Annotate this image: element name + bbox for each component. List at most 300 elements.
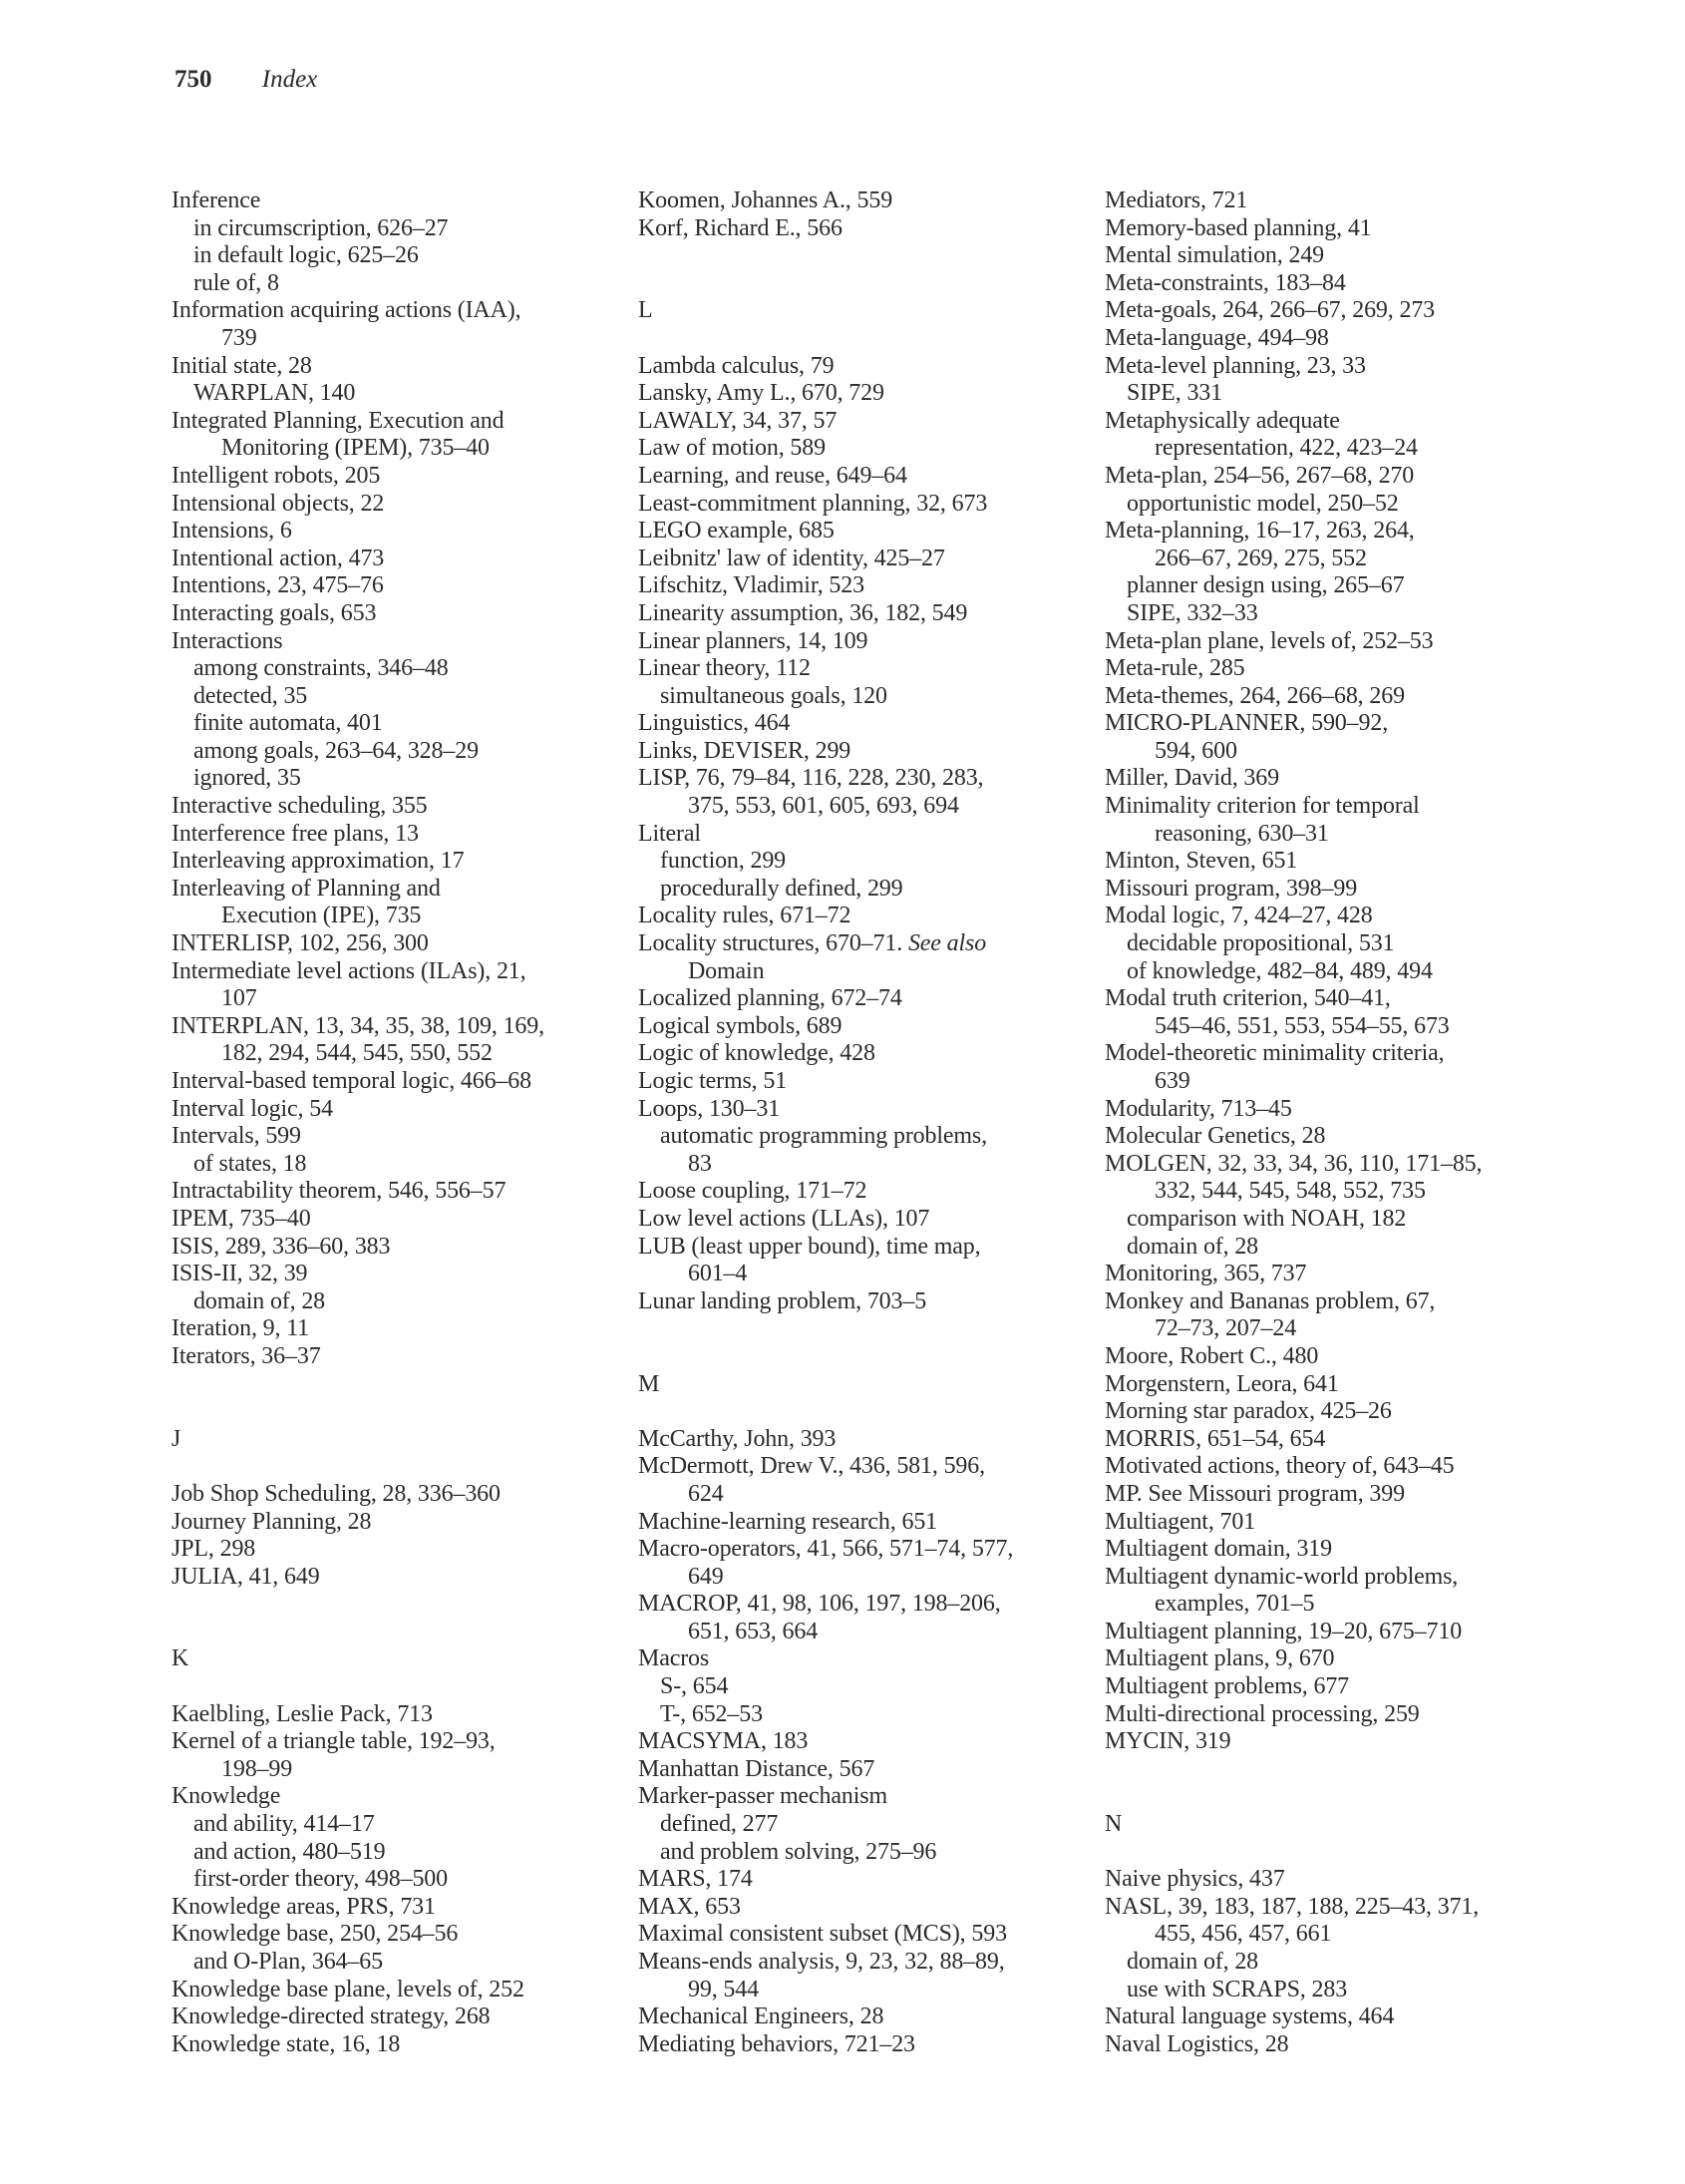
index-subentry <box>171 242 615 270</box>
index-entry <box>1105 628 1593 656</box>
entry-text: Meta-themes, 264, 266–68, 269 <box>1105 682 1405 709</box>
index-entry <box>171 1234 615 1262</box>
entry-text: Meta-plan plane, levels of, 252–53 <box>1105 627 1434 654</box>
entry-text: 99, 544 <box>688 1976 759 2002</box>
index-entry <box>171 1013 615 1041</box>
index-entry-continuation <box>638 958 1082 986</box>
index-entry <box>638 2003 1082 2031</box>
index-entry <box>638 1068 1082 1096</box>
index-entry-continuation <box>638 1619 1082 1646</box>
entry-text: Execution (IPE), 735 <box>221 903 422 929</box>
entry-text: Multiagent plans, 9, 670 <box>1105 1645 1335 1672</box>
entry-text: 601–4 <box>688 1261 748 1287</box>
section-letter-heading: K <box>171 1645 189 1672</box>
index-entry <box>1105 1123 1593 1151</box>
entry-text: 198–99 <box>221 1755 293 1782</box>
entry-text: Job Shop Scheduling, 28, 336–360 <box>171 1480 501 1507</box>
entry-text: WARPLAN, 140 <box>193 380 356 407</box>
index-entry <box>171 1343 615 1371</box>
entry-text: T-, 652–53 <box>660 1700 763 1727</box>
entry-text: Naive physics, 437 <box>1105 1866 1285 1893</box>
entry-text: representation, 422, 423–24 <box>1155 435 1418 462</box>
index-entry <box>1105 1701 1593 1729</box>
index-entry <box>1105 1894 1593 1922</box>
entry-text: Intensional objects, 22 <box>171 490 385 517</box>
index-subentry <box>1105 572 1593 600</box>
index-entry <box>638 1645 1082 1673</box>
entry-text: Links, DEVISER, 299 <box>638 737 851 764</box>
index-subentry <box>638 1811 1082 1839</box>
entry-text: Intentional action, 473 <box>171 545 385 571</box>
entry-text: Loose coupling, 171–72 <box>638 1178 867 1205</box>
entry-text: Molecular Genetics, 28 <box>1105 1123 1326 1150</box>
index-entry <box>638 1178 1082 1206</box>
index-entry <box>1105 1509 1593 1537</box>
index-entry <box>638 985 1082 1013</box>
entry-text: Information acquiring actions (IAA), <box>171 297 521 324</box>
entry-text: INTERLISP, 102, 256, 300 <box>171 930 429 957</box>
index-entry <box>171 1481 615 1509</box>
entry-text: Minton, Steven, 651 <box>1105 848 1298 875</box>
index-entry <box>1105 1426 1593 1454</box>
entry-text: Intervals, 599 <box>171 1123 301 1150</box>
entry-text: Literal <box>638 820 701 847</box>
entry-text: Knowledge areas, PRS, 731 <box>171 1893 436 1920</box>
index-entry <box>171 821 615 849</box>
index-subentry <box>638 1701 1082 1729</box>
entry-text: MICRO-PLANNER, 590–92, <box>1105 710 1389 737</box>
entry-text: Model-theoretic minimality criteria, <box>1105 1040 1445 1067</box>
index-subentry <box>171 270 615 298</box>
entry-text: Logic of knowledge, 428 <box>638 1040 875 1067</box>
entry-text: first-order theory, 498–500 <box>193 1866 448 1893</box>
index-entry <box>1105 1151 1593 1179</box>
entry-text: MAX, 653 <box>638 1893 741 1920</box>
index-entry <box>171 1536 615 1564</box>
section-letter-heading: M <box>638 1370 660 1397</box>
index-subentry <box>1105 958 1593 986</box>
entry-text: Multiagent problems, 677 <box>1105 1673 1350 1700</box>
index-entry <box>1105 1536 1593 1564</box>
index-entry <box>171 546 615 573</box>
index-entry <box>1105 1343 1593 1371</box>
entry-text: Naval Logistics, 28 <box>1105 2030 1289 2057</box>
index-entry <box>1105 1398 1593 1426</box>
entry-text: Meta-plan, 254–56, 267–68, 270 <box>1105 462 1415 489</box>
entry-text: Monkey and Bananas problem, 67, <box>1105 1287 1436 1314</box>
index-entry <box>1105 1453 1593 1481</box>
index-entry-continuation <box>638 793 1082 821</box>
entry-text: Marker-passer mechanism <box>638 1783 887 1810</box>
index-entry <box>171 491 615 519</box>
entry-text: and problem solving, 275–96 <box>660 1838 937 1865</box>
entry-text: 332, 544, 545, 548, 552, 735 <box>1155 1178 1426 1205</box>
entry-text: Multiagent domain, 319 <box>1105 1536 1333 1563</box>
entry-text: 83 <box>688 1150 712 1177</box>
index-subentry <box>171 1866 615 1894</box>
entry-text: Multiagent planning, 19–20, 675–710 <box>1105 1618 1463 1644</box>
index-entry <box>171 408 615 436</box>
page-number: 750 <box>174 66 212 93</box>
index-subentry <box>638 683 1082 711</box>
entry-text: in default logic, 625–26 <box>193 242 419 269</box>
index-entry <box>171 1894 615 1922</box>
entry-text: Monitoring, 365, 737 <box>1105 1261 1307 1287</box>
index-entry-continuation <box>171 325 615 353</box>
entry-text: comparison with NOAH, 182 <box>1127 1205 1407 1232</box>
entry-text: 72–73, 207–24 <box>1155 1315 1297 1342</box>
entry-text: NASL, 39, 183, 187, 188, 225–43, 371, <box>1105 1893 1480 1920</box>
entry-text: Multiagent, 701 <box>1105 1508 1256 1535</box>
entry-text: Morning star paradox, 425–26 <box>1105 1398 1392 1425</box>
entry-text: McDermott, Drew V., 436, 581, 596, <box>638 1453 985 1480</box>
section-letter-heading: J <box>171 1425 181 1452</box>
entry-text: Knowledge-directed strategy, 268 <box>171 2003 491 2030</box>
index-entry <box>1105 1481 1593 1509</box>
index-entry-continuation <box>638 1977 1082 2004</box>
index-subentry <box>171 655 615 683</box>
index-entry <box>1105 1619 1593 1646</box>
index-subentry <box>1105 1949 1593 1977</box>
index-entry <box>638 930 1082 958</box>
entry-text: Loops, 130–31 <box>638 1095 781 1122</box>
entry-text: ISIS-II, 32, 39 <box>171 1261 308 1287</box>
entry-text: McCarthy, John, 393 <box>638 1425 837 1452</box>
index-entry-continuation <box>171 903 615 930</box>
entry-text: 594, 600 <box>1155 737 1237 764</box>
index-entry <box>638 491 1082 519</box>
index-entry <box>638 1040 1082 1068</box>
index-entry-continuation <box>1105 821 1593 849</box>
entry-text: SIPE, 331 <box>1127 380 1222 407</box>
index-subentry <box>1105 600 1593 628</box>
entry-text: 266–67, 269, 275, 552 <box>1155 545 1367 571</box>
index-entry <box>1105 1728 1593 1756</box>
index-entry <box>1105 1645 1593 1673</box>
entry-text: Interactions <box>171 627 283 654</box>
index-entry-continuation <box>171 435 615 463</box>
index-entry <box>171 600 615 628</box>
index-entry <box>638 1894 1082 1922</box>
index-entry-continuation <box>638 1151 1082 1179</box>
index-entry <box>638 546 1082 573</box>
entry-text: domain of, 28 <box>1127 1233 1259 1260</box>
entry-text: Modal logic, 7, 424–27, 428 <box>1105 903 1373 929</box>
index-entry <box>638 572 1082 600</box>
entry-text: and ability, 414–17 <box>193 1811 375 1838</box>
index-subentry <box>1105 1206 1593 1234</box>
index-column-2 <box>638 187 1082 2058</box>
entry-text: Lambda calculus, 79 <box>638 352 835 379</box>
entry-text: Multi-directional processing, 259 <box>1105 1700 1420 1727</box>
entry-text: LAWALY, 34, 37, 57 <box>638 407 838 434</box>
index-entry <box>171 1261 615 1288</box>
entry-text: Macro-operators, 41, 566, 571–74, 577, <box>638 1536 1014 1563</box>
index-entry <box>171 1206 615 1234</box>
index-entry <box>171 793 615 821</box>
index-entry <box>1105 215 1593 243</box>
entry-text: Interacting goals, 653 <box>171 599 377 626</box>
entry-text: function, 299 <box>660 848 787 875</box>
index-entry <box>638 435 1082 463</box>
index-entry-continuation <box>1105 738 1593 766</box>
index-entry <box>1105 876 1593 904</box>
index-subentry <box>171 1151 615 1179</box>
index-entry <box>638 1509 1082 1537</box>
index-subentry <box>171 215 615 243</box>
entry-text: Meta-rule, 285 <box>1105 655 1245 682</box>
index-entry <box>1105 765 1593 793</box>
index-entry <box>638 215 1082 243</box>
entry-text: simultaneous goals, 120 <box>660 682 887 709</box>
index-entry <box>638 1866 1082 1894</box>
entry-text: IPEM, 735–40 <box>171 1205 311 1232</box>
index-entry <box>1105 408 1593 436</box>
entry-text: Moore, Robert C., 480 <box>1105 1342 1319 1369</box>
entry-text: Kernel of a triangle table, 192–93, <box>171 1728 496 1755</box>
index-entry <box>638 408 1082 436</box>
entry-text: 375, 553, 601, 605, 693, 694 <box>688 793 959 820</box>
index-subentry <box>638 1673 1082 1701</box>
index-entry <box>1105 985 1593 1013</box>
index-entry-continuation <box>1105 435 1593 463</box>
index-subentry <box>171 380 615 408</box>
entry-text: reasoning, 630–31 <box>1155 820 1329 847</box>
entry-text: finite automata, 401 <box>193 710 383 737</box>
entry-text: Lunar landing problem, 703–5 <box>638 1287 927 1314</box>
index-entry-continuation <box>171 1756 615 1784</box>
entry-text: MACROP, 41, 98, 106, 197, 198–206, <box>638 1591 1001 1618</box>
entry-text: Motivated actions, theory of, 643–45 <box>1105 1453 1455 1480</box>
index-entry <box>1105 1564 1593 1592</box>
index-entry-continuation <box>1105 1068 1593 1096</box>
entry-text: Knowledge base, 250, 254–56 <box>171 1921 459 1948</box>
index-subentry <box>1105 491 1593 519</box>
entry-text: and O-Plan, 364–65 <box>193 1949 383 1975</box>
entry-text: 545–46, 551, 553, 554–55, 673 <box>1155 1012 1450 1039</box>
entry-text: planner design using, 265–67 <box>1127 572 1405 599</box>
entry-text: Intelligent robots, 205 <box>171 462 381 489</box>
entry-text: Mechanical Engineers, 28 <box>638 2003 884 2030</box>
index-entry-continuation <box>1105 1921 1593 1949</box>
entry-text: INTERPLAN, 13, 34, 35, 38, 109, 169, <box>171 1012 544 1039</box>
entry-text: examples, 701–5 <box>1155 1591 1315 1618</box>
entry-text: Maximal consistent subset (MCS), 593 <box>638 1921 1007 1948</box>
entry-text: Logic terms, 51 <box>638 1068 788 1094</box>
entry-text: Linguistics, 464 <box>638 710 791 737</box>
index-entry <box>1105 683 1593 711</box>
index-entry <box>1105 2003 1593 2031</box>
index-entry <box>638 628 1082 656</box>
index-subentry <box>171 1949 615 1977</box>
entry-text: Learning, and reuse, 649–64 <box>638 462 907 489</box>
entry-text: Memory-based planning, 41 <box>1105 214 1372 241</box>
entry-text: Intermediate level actions (ILAs), 21, <box>171 957 526 984</box>
index-entry-continuation <box>1105 1591 1593 1619</box>
entry-text: Least-commitment planning, 32, 673 <box>638 490 988 517</box>
index-entry-continuation <box>638 1261 1082 1288</box>
entry-text: MARS, 174 <box>638 1866 753 1893</box>
entry-text: Kaelbling, Leslie Pack, 713 <box>171 1700 433 1727</box>
entry-text: Law of motion, 589 <box>638 435 826 462</box>
entry-text: MP. See Missouri program, 399 <box>1105 1480 1405 1507</box>
entry-text: Modularity, 713–45 <box>1105 1095 1292 1122</box>
index-entry <box>638 1756 1082 1784</box>
index-entry-continuation <box>638 1481 1082 1509</box>
index-entry <box>638 380 1082 408</box>
index-entry <box>1105 187 1593 215</box>
running-title: Index <box>261 66 318 93</box>
index-subentry <box>171 1288 615 1316</box>
see-also-reference: See also <box>907 930 987 957</box>
index-entry <box>638 1096 1082 1124</box>
entry-text: Knowledge base plane, levels of, 252 <box>171 1976 524 2002</box>
entry-text: Mediating behaviors, 721–23 <box>638 2030 915 2057</box>
entry-text: Macros <box>638 1645 710 1672</box>
index-entry <box>171 1315 615 1343</box>
index-entry <box>1105 655 1593 683</box>
entry-text: LEGO example, 685 <box>638 518 835 545</box>
entry-text: in circumscription, 626–27 <box>193 214 449 241</box>
index-subentry <box>1105 930 1593 958</box>
index-entry <box>1105 793 1593 821</box>
index-column-1 <box>171 187 615 2058</box>
index-entry-continuation <box>1105 1178 1593 1206</box>
index-entry <box>638 1288 1082 1316</box>
entry-text: Koomen, Johannes A., 559 <box>638 187 893 213</box>
entry-text: automatic programming problems, <box>660 1123 987 1150</box>
index-entry <box>1105 1040 1593 1068</box>
index-subentry <box>1105 1977 1593 2004</box>
entry-text: Iteration, 9, 11 <box>171 1315 310 1342</box>
index-entry <box>171 1123 615 1151</box>
index-entry <box>638 353 1082 381</box>
index-entry <box>1105 242 1593 270</box>
entry-text: Modal truth criterion, 540–41, <box>1105 985 1391 1012</box>
index-entry <box>1105 1371 1593 1399</box>
section-letter-heading: L <box>638 297 653 324</box>
index-entry <box>171 572 615 600</box>
index-subentry <box>1105 380 1593 408</box>
entry-text: Iterators, 36–37 <box>171 1342 321 1369</box>
index-entry <box>1105 1673 1593 1701</box>
entry-text: 107 <box>221 985 257 1012</box>
index-entry <box>638 1536 1082 1564</box>
entry-text: Missouri program, 398–99 <box>1105 875 1358 902</box>
index-entry <box>171 958 615 986</box>
index-entry <box>1105 1866 1593 1894</box>
entry-text: detected, 35 <box>193 682 308 709</box>
entry-text: MACSYMA, 183 <box>638 1728 809 1755</box>
entry-text: Leibnitz' law of identity, 425–27 <box>638 545 945 571</box>
index-entry <box>638 1728 1082 1756</box>
entry-text: MORRIS, 651–54, 654 <box>1105 1425 1326 1452</box>
index-entry-continuation <box>638 1564 1082 1592</box>
index-subentry <box>638 1839 1082 1867</box>
index-subentry <box>638 1123 1082 1151</box>
index-entry <box>1105 353 1593 381</box>
index-entry <box>638 600 1082 628</box>
index-entry <box>171 187 615 215</box>
index-entry <box>638 765 1082 793</box>
index-entry <box>638 655 1082 683</box>
entry-text: Journey Planning, 28 <box>171 1508 372 1535</box>
index-entry <box>1105 1261 1593 1288</box>
index-entry <box>171 2003 615 2031</box>
index-entry <box>171 518 615 546</box>
entry-text: S-, 654 <box>660 1673 729 1700</box>
entry-text: Meta-goals, 264, 266–67, 269, 273 <box>1105 297 1436 324</box>
index-entry <box>171 1509 615 1537</box>
section-letter-heading: N <box>1105 1811 1123 1838</box>
index-entry-continuation <box>1105 1013 1593 1041</box>
index-entry <box>638 903 1082 930</box>
entry-text: JPL, 298 <box>171 1536 256 1563</box>
entry-text: ISIS, 289, 336–60, 383 <box>171 1233 391 1260</box>
entry-text: Lifschitz, Vladimir, 523 <box>638 572 864 599</box>
entry-text: Knowledge <box>171 1783 281 1810</box>
entry-text: Locality structures, 670–71. <box>638 930 903 957</box>
index-entry <box>1105 518 1593 546</box>
index-entry <box>638 1426 1082 1454</box>
entry-text: Manhattan Distance, 567 <box>638 1755 875 1782</box>
entry-text: 739 <box>221 324 257 351</box>
index-entry-continuation <box>171 985 615 1013</box>
index-entry <box>1105 463 1593 491</box>
index-entry <box>171 297 615 325</box>
index-entry <box>171 1977 615 2004</box>
entry-text: Korf, Richard E., 566 <box>638 214 842 241</box>
entry-text: LUB (least upper bound), time map, <box>638 1233 981 1260</box>
entry-text: LISP, 76, 79–84, 116, 228, 230, 283, <box>638 765 984 792</box>
entry-text: SIPE, 332–33 <box>1127 599 1258 626</box>
entry-text: Interval-based temporal logic, 466–68 <box>171 1068 532 1094</box>
index-subentry <box>171 765 615 793</box>
index-entry <box>638 1591 1082 1619</box>
entry-text: Localized planning, 672–74 <box>638 985 902 1012</box>
entry-text: MOLGEN, 32, 33, 34, 36, 110, 171–85, <box>1105 1150 1483 1177</box>
index-subentry <box>171 1811 615 1839</box>
entry-text: opportunistic model, 250–52 <box>1127 490 1399 517</box>
entry-text: of knowledge, 482–84, 489, 494 <box>1127 957 1433 984</box>
index-entry <box>1105 2031 1593 2059</box>
entry-text: Mental simulation, 249 <box>1105 242 1325 269</box>
index-entry <box>171 848 615 876</box>
index-entry-continuation <box>171 1040 615 1068</box>
entry-text: Interleaving of Planning and <box>171 875 441 902</box>
index-entry <box>171 2031 615 2059</box>
entry-text: among constraints, 346–48 <box>193 655 449 682</box>
index-entry <box>638 1206 1082 1234</box>
entry-text: of states, 18 <box>193 1150 307 1177</box>
entry-text: domain of, 28 <box>193 1287 326 1314</box>
index-subentry <box>171 1839 615 1867</box>
index-entry <box>171 1701 615 1729</box>
index-entry <box>1105 1096 1593 1124</box>
entry-text: Inference <box>171 187 261 213</box>
index-entry <box>171 1068 615 1096</box>
entry-text: domain of, 28 <box>1127 1949 1259 1975</box>
index-entry <box>638 1234 1082 1262</box>
index-subentry <box>1105 1234 1593 1262</box>
entry-text: 651, 653, 664 <box>688 1618 819 1644</box>
index-entry <box>638 1921 1082 1949</box>
index-subentry <box>171 738 615 766</box>
entry-text: Intentions, 23, 475–76 <box>171 572 384 599</box>
index-entry-continuation <box>1105 546 1593 573</box>
index-entry <box>171 1096 615 1124</box>
entry-text: rule of, 8 <box>193 269 279 296</box>
